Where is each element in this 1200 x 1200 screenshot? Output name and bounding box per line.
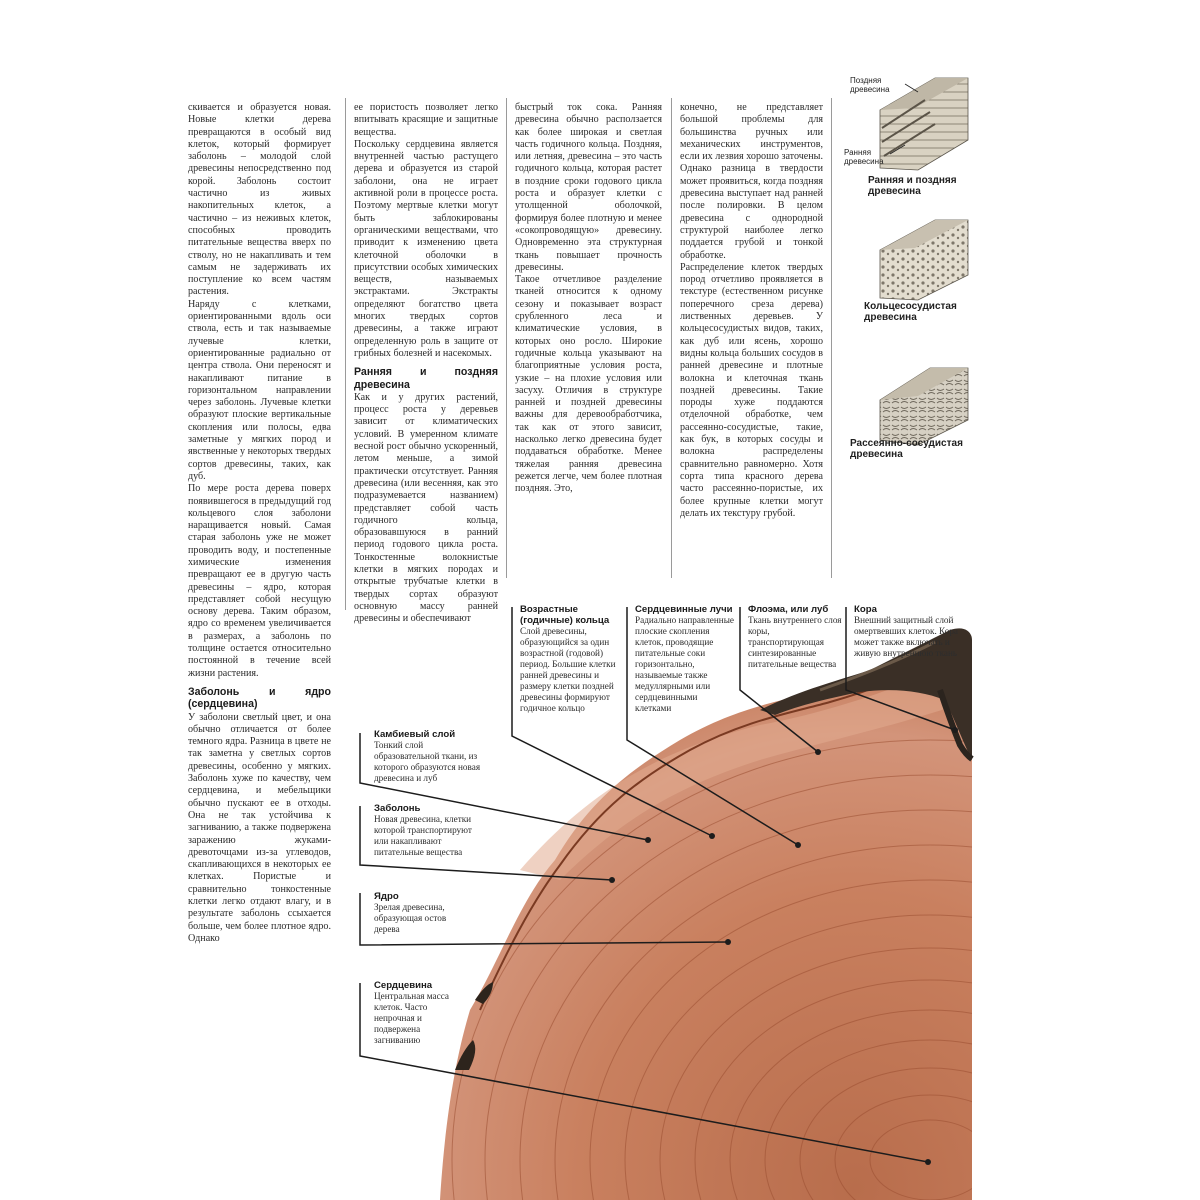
- callout-title: Ядро: [374, 891, 399, 902]
- callout-bark: [846, 604, 972, 659]
- section-heading: Ранняя и поздняя древесина: [354, 366, 498, 391]
- callout-cambium: [366, 729, 484, 784]
- callout-title: Камбиевый слой: [374, 729, 456, 740]
- early-wood-label: Ранняя древесина: [844, 148, 884, 166]
- callout-body: Центральная масса клеток. Часто непрочная и подвержена загниванию: [374, 991, 449, 1045]
- callout-body: Ткань внутреннего слоя коры, транспортирующая синтезированные питательные вещества: [748, 615, 842, 669]
- callout-title: Заболонь: [374, 803, 421, 814]
- sample-caption-ring-porous: Кольцесосудистая древесина: [864, 301, 957, 323]
- paragraph: Распределение клеток твердых пород отчетливо проявляется в текстуре (естественном рисунке поперечного среза дерева) лиственных деревьев. У кольцесосудистых видов, таких, как дуб или ясень, хорошо видны кольца больших сосудов в ранней древесине и плотные волокна и клеточная ткань поздней древесины. Такие породы хуже поддаются отделочной обработке, чем рассеянно-сосудистые, такие, как бук, в которых сосуды и волокна распределены сравнительно равномерно. Хотя сорта типа красного дерева часто рассеянно-пористые, их более крупные клетки могут делать их текстуру грубой.: [680, 261, 823, 519]
- callout-heartwood: [366, 891, 470, 935]
- callout-body: Радиально направленные плоские скопления клеток, проводящие питательные соки горизонтально, называемые также медуллярными или сердцевинными клетками: [635, 615, 734, 713]
- sample-caption-early-late: Ранняя и поздняя древесина: [868, 175, 957, 197]
- paragraph: Такое отчетливое разделение тканей относится к одному сезону и показывает возраст срубленного леса и климатические условия, в которых оно росло. Широкие годичные кольца указывают на благоприятные условия роста, узкие – на плохие условия или засуху. Отличия в структуре ранней и поздней древесины важны для деревообработчика, так как от этого зависит, насколько легко древесина будет поддаваться обработке. Менее тяжелая ранняя древесина режется легче, чем более плотная поздняя. Это,: [515, 274, 662, 495]
- late-wood-label: Поздняя древесина: [850, 76, 890, 94]
- callout-pith: [366, 980, 468, 1046]
- paragraph: Как и у других растений, процесс роста у деревьев зависит от климатических условий. В умеренном климате весной рост обычно ускоренный, летом меньше, а зимой практически отсутствует. Ранняя древесина (или весенняя, как это подразумевается названием) представляет собой часть годичного кольца, образовавшуюся в ранний период годового цикла роста. Тонкостенные волокнистые клетки в мягких породах и открытые трубчатые клетки в твердых сортах образуют основную массу ранней древесины и обеспечивают: [354, 391, 498, 625]
- callout-title: Кора: [854, 604, 877, 615]
- callout-body: Внешний защитный слой омертвевших клеток. Кора может также включать и живую внутреннюю ткань: [854, 615, 958, 658]
- paragraph: Поскольку сердцевина является внутренней частью растущего дерева и образуется из старой заболони, она не играет активной роли в процессе роста. Поэтому мертвые клетки могут быть заблокированы органическими веществами, что приводит к изменению цвета клеточной оболочки в присутствии особых химических веществ, называемых экстрактами. Экстракты определяют богатство цвета многих твердых сортов древесины, а также играют определенную роль в защите от грибных болезней и насекомых.: [354, 138, 498, 359]
- callout-growth-rings: [512, 604, 620, 714]
- section-heading: Заболонь и ядро (сердцевина): [188, 685, 331, 711]
- paragraph: скивается и образуется новая. Новые клетки дерева превращаются в особый вид клеток, который формирует заболонь – молодой слой древесины непосредственно под корой. Заболонь состоит частично из живых накопительных клеток, а частично – из неживых клеток, способных проводить питательные вещества вверх по стволу, но не накапливать и тем самым не задерживать их поступление ко всем частям растения.: [188, 102, 331, 298]
- callout-body: Зрелая древесина, образующая остов дерева: [374, 902, 447, 934]
- callout-body: Слой древесины, образующийся за один возрастной (годовой) период. Большие клетки ранней древесины и размеру клетки поздней древесины формируют годичное кольцо: [520, 626, 616, 713]
- paragraph: ее пористость позволяет легко впитывать красящие и защитные вещества.: [354, 102, 498, 138]
- paragraph: По мере роста дерева поверх появившегося в предыдущий год кольцевого слоя заболони наращивается новый. Самая старая заболонь уже не может проводить воду, и постепенные химические изменения превращают ее в другую часть древесины – ядро, которая представляет собой несущую основу дерева. Таким образом, ядро со временем увеличивается в размерах, а заболонь по толщине остается относительно постоянной в течение всей жизни растения.: [188, 483, 331, 679]
- callout-title: Возрастные (годичные) кольца: [520, 604, 610, 626]
- sample-caption-diffuse-porous: Рассеянно-сосудистая древесина: [850, 438, 963, 460]
- callout-medullary-rays: [627, 604, 735, 714]
- tree-cross-section: [440, 628, 1200, 1200]
- paragraph: У заболони светлый цвет, и она обычно отличается от более темного ядра. Разница в цвете не так заметна у светлых сортов древесины, особенно у мягких. Заболонь хуже по качеству, чем сердцевина, и мебельщики обычно пускают ее в отходы. Она не так устойчива к загниванию, а также подвержена заражению жуками-древоточцами из-за углеводов, скапливающихся в некоторых ее клетках. Пористые и сравнительно тонкостенные клетки легко отдают влагу, и в результате заболонь ссыхается больше, чем более плотное ядро. Однако: [188, 711, 331, 944]
- paragraph: быстрый ток сока. Ранняя древесина обычно расползается как более широкая и светлая часть годичного кольца. Поздняя, или летняя, древесина – это часть годичного кольца, которая растет в поздние сроки годового цикла роста и образует клетки с утолщенной оболочкой, формируя более плотную и менее «сокопроводящую» древесину. Одновременно эта структурная ткань повышает прочность древесины.: [515, 102, 662, 273]
- callout-body: Новая древесина, клетки которой транспортируют или накапливают питательные вещества: [374, 814, 472, 857]
- callout-body: Тонкий слой образовательной ткани, из которого образуются новая древесина и луб: [374, 740, 481, 783]
- callout-sapwood: [366, 803, 474, 858]
- paragraph: конечно, не представляет большой проблемы для большинства ручных или механических инструментов, если их лезвия хорошо заточены. Однако разница в твердости может проявиться, когда поздняя древесина выступает над ранней после полировки. В целом древесина с однородной структурой наиболее легко поддается грубой и тонкой обработке.: [680, 102, 823, 261]
- callout-title: Сердцевина: [374, 980, 433, 991]
- sample-block-diffuse-porous: [880, 368, 968, 445]
- callout-title: Флоэма, или луб: [748, 604, 829, 615]
- callout-title: Сердцевинные лучи: [635, 604, 733, 615]
- callout-phloem: [740, 604, 844, 670]
- paragraph: Наряду с клетками, ориентированными вдоль оси ствола, есть и так называемые лучевые клетки, ориентированные радиально от центра ствола. Они переносят и накапливают питание в горизонтальном направлении через заболонь. Лучевые клетки образуют плоские вертикальные скопления или полосы, едва заметные у мягких пород и явственные у некоторых твердых сортов древесины, таких, как дуб.: [188, 298, 331, 482]
- sample-block-ring-porous: [880, 220, 968, 300]
